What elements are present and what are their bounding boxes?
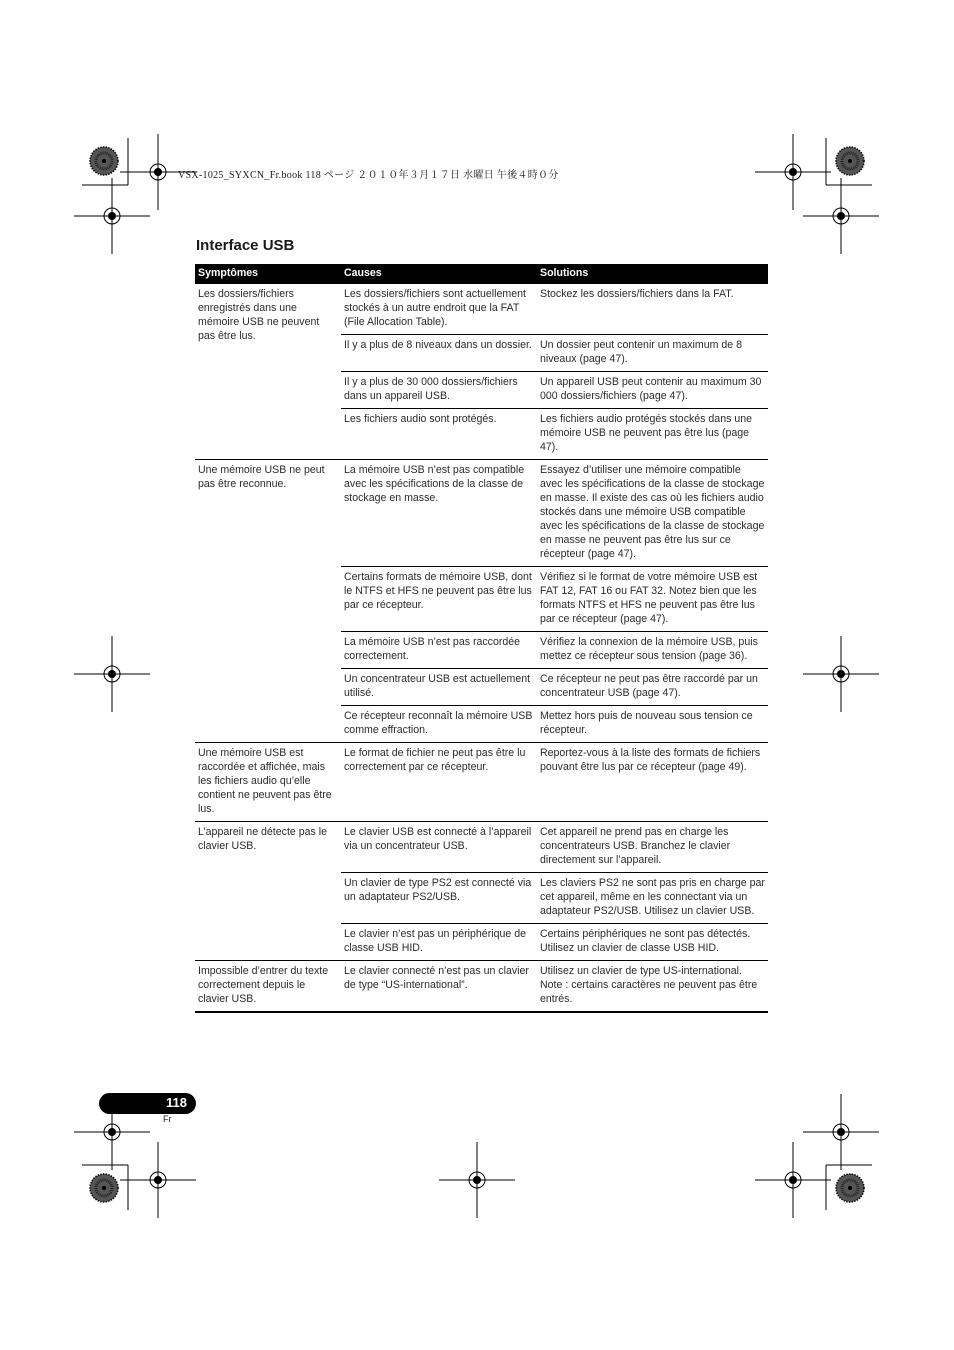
cause-cell: Ce récepteur reconnaît la mémoire USB comme effraction. (341, 706, 537, 743)
registration-cross-right-2 (803, 1094, 879, 1170)
column-header-solutions: Solutions (537, 264, 768, 284)
solution-cell: Essayez d’utiliser une mémoire compatible avec les spécifications de la classe de stockage en masse. Il existe des cas où les fichiers audio stockés dans une mémoire USB compatible avec les spécifications de la classe de stockage en masse ne peuvent pas être lus sur ce récepteur (page 47). (537, 460, 768, 567)
cause-cell: La mémoire USB n’est pas raccordée correctement. (341, 632, 537, 669)
symptom-cell: Les dossiers/fichiers enregistrés dans une mémoire USB ne peuvent pas être lus. (195, 284, 341, 460)
registration-cross-bottom-right (755, 1142, 831, 1218)
registration-cross-mid-right (803, 636, 879, 712)
solution-cell: Les fichiers audio protégés stockés dans une mémoire USB ne peuvent pas être lus (page 47). (537, 409, 768, 460)
symptom-cell: Impossible d’entrer du texte correctement depuis le clavier USB. (195, 961, 341, 1013)
solution-cell: Mettez hors puis de nouveau sous tension ce récepteur. (537, 706, 768, 743)
registration-star-top-left (90, 147, 118, 175)
table-row (195, 743, 768, 822)
table-row (195, 284, 768, 335)
page-number: 118 (166, 1095, 187, 1110)
symptom-cell: L’appareil ne détecte pas le clavier USB. (195, 822, 341, 961)
registration-cross-bottom-left (120, 1142, 196, 1218)
table-row (195, 961, 768, 1013)
symptom-cell: Une mémoire USB ne peut pas être reconnue. (195, 460, 341, 743)
registration-cross-bottom-center (439, 1142, 515, 1218)
solution-cell: Reportez-vous à la liste des formats de fichiers pouvant être lus par ce récepteur (page 49). (537, 743, 768, 822)
cause-cell: Certains formats de mémoire USB, dont le NTFS et HFS ne peuvent pas être lus par ce récepteur. (341, 567, 537, 632)
file-header: VSX-1025_SYXCN_Fr.book 118 ページ ２０１０年３月１７日 水曜日 午後４時０分 (178, 170, 559, 181)
registration-cross-right-1 (803, 178, 879, 254)
cause-cell: Le clavier connecté n’est pas un clavier de type “US-international”. (341, 961, 537, 1013)
solution-cell: Stockez les dossiers/fichiers dans la FAT. (537, 284, 768, 335)
section-title: Interface USB (196, 237, 295, 254)
registration-star-bottom-left (90, 1174, 118, 1202)
solution-cell: Vérifiez si le format de votre mémoire USB est FAT 12, FAT 16 ou FAT 32. Notez bien que les formats NTFS et HFS ne peuvent pas être lus par ce récepteur (page 47). (537, 567, 768, 632)
cause-cell: La mémoire USB n’est pas compatible avec les spécifications de la classe de stockage en masse. (341, 460, 537, 567)
cause-cell: Un clavier de type PS2 est connecté via un adaptateur PS2/USB. (341, 873, 537, 924)
cause-cell: Le format de fichier ne peut pas être lu correctement par ce récepteur. (341, 743, 537, 822)
solution-cell: Utilisez un clavier de type US-international. Note : certains caractères ne peuvent pas être entrés. (537, 961, 768, 1013)
registration-cross-top-right (755, 134, 831, 210)
registration-cross-left-1 (74, 178, 150, 254)
registration-star-bottom-right (836, 1174, 864, 1202)
cause-cell: Les dossiers/fichiers sont actuellement stockés à un autre endroit que la FAT (File Allocation Table). (341, 284, 537, 335)
cause-cell: Le clavier USB est connecté à l’appareil via un concentrateur USB. (341, 822, 537, 873)
registration-cross-mid-left (74, 636, 150, 712)
solution-cell: Ce récepteur ne peut pas être raccordé par un concentrateur USB (page 47). (537, 669, 768, 706)
cause-cell: Il y a plus de 8 niveaux dans un dossier. (341, 335, 537, 372)
cause-cell: Il y a plus de 30 000 dossiers/fichiers dans un appareil USB. (341, 372, 537, 409)
solution-cell: Les claviers PS2 ne sont pas pris en charge par cet appareil, même en les connectant via un adaptateur PS2/USB. Utilisez un clavier USB. (537, 873, 768, 924)
table-row (195, 460, 768, 567)
table-row (195, 822, 768, 873)
language-label: Fr (163, 1114, 172, 1124)
solution-cell: Un dossier peut contenir un maximum de 8 niveaux (page 47). (537, 335, 768, 372)
column-header-symptoms: Symptômes (195, 264, 341, 284)
cause-cell: Les fichiers audio sont protégés. (341, 409, 537, 460)
solution-cell: Un appareil USB peut contenir au maximum 30 000 dossiers/fichiers (page 47). (537, 372, 768, 409)
cause-cell: Un concentrateur USB est actuellement utilisé. (341, 669, 537, 706)
symptom-cell: Une mémoire USB est raccordée et affichée, mais les fichiers audio qu’elle contient ne peuvent pas être lus. (195, 743, 341, 822)
column-header-causes: Causes (341, 264, 537, 284)
troubleshooting-table (195, 264, 768, 1013)
solution-cell: Vérifiez la connexion de la mémoire USB, puis mettez ce récepteur sous tension (page 36). (537, 632, 768, 669)
cause-cell: Le clavier n’est pas un périphérique de classe USB HID. (341, 924, 537, 961)
solution-cell: Cet appareil ne prend pas en charge les concentrateurs USB. Branchez le clavier directement sur l’appareil. (537, 822, 768, 873)
table-header-row (195, 264, 768, 284)
solution-cell: Certains périphériques ne sont pas détectés. Utilisez un clavier de classe USB HID. (537, 924, 768, 961)
page-number-badge (99, 1093, 196, 1114)
registration-star-top-right (836, 147, 864, 175)
